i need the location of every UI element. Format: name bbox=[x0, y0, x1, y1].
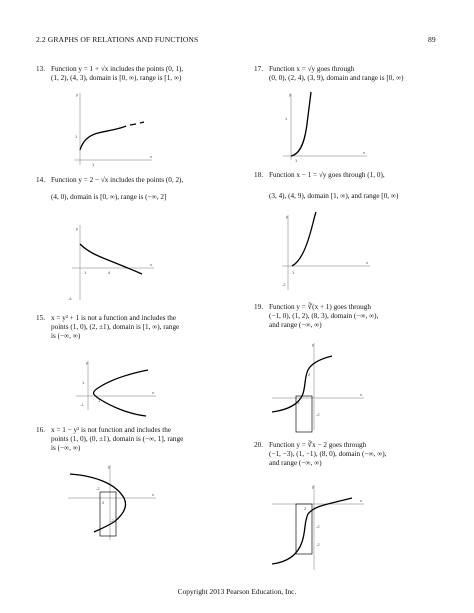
problem-text: and range (−∞, ∞) bbox=[269, 321, 322, 330]
problem-text: (−1, 0), (1, 2), (8, 3), domain (−∞, ∞), bbox=[269, 312, 379, 321]
tick-label: -2 bbox=[282, 282, 286, 287]
tick-label: 1 bbox=[292, 270, 295, 275]
axis-label: y bbox=[312, 342, 314, 347]
axis-label: x bbox=[152, 390, 154, 395]
problem-text: and range (−∞, ∞) bbox=[269, 459, 322, 468]
running-header: 2.2 GRAPHS OF RELATIONS AND FUNCTIONS bbox=[36, 35, 199, 44]
axis-label: x bbox=[150, 154, 152, 159]
axis-label: x bbox=[366, 260, 368, 265]
problem-text: x = 1 − y² is not function and includes the bbox=[51, 426, 172, 434]
axis-label: y bbox=[286, 214, 288, 219]
axis-label: y bbox=[312, 484, 314, 489]
tick-label: 2 bbox=[102, 500, 105, 505]
problem-text: is (−∞, ∞) bbox=[51, 332, 81, 341]
problem-number: 17. bbox=[254, 65, 263, 73]
problem-number: 19. bbox=[254, 303, 263, 311]
tick-label: 1 bbox=[75, 134, 78, 139]
tick-label: 2 bbox=[304, 506, 307, 511]
problem-text: is (−∞, ∞) bbox=[51, 444, 81, 453]
problem-text: (−1, −3), (1, −1), (8, 0), domain (−∞, ∞), bbox=[269, 450, 387, 459]
problem-number: 18. bbox=[254, 171, 263, 179]
tick-label: -2 bbox=[316, 524, 320, 529]
graph-18 bbox=[278, 212, 373, 292]
tick-label: -2 bbox=[316, 542, 320, 547]
tick-label: 1 bbox=[84, 270, 87, 275]
axis-label: y bbox=[76, 92, 78, 97]
problem-number: 14. bbox=[36, 176, 45, 184]
problem-text: points (1, 0), (2, ±1), domain is [1, ∞), range bbox=[51, 323, 180, 332]
axis-label: y bbox=[76, 226, 78, 231]
graph-19 bbox=[268, 340, 368, 434]
graph-17 bbox=[275, 90, 370, 166]
problem-number: 16. bbox=[36, 426, 45, 434]
tick-label: -4 bbox=[68, 296, 72, 301]
axis-label: x bbox=[363, 150, 365, 155]
axis-label: x bbox=[360, 392, 362, 397]
graph-16 bbox=[60, 462, 160, 542]
tick-label: -2 bbox=[316, 412, 320, 417]
tick-label: -2 bbox=[110, 518, 114, 523]
problem-text: points (1, 0), (0, ±1), domain is (−∞, 1], range bbox=[51, 435, 184, 444]
axis-label: y bbox=[108, 464, 110, 469]
axis-label: y bbox=[86, 360, 88, 365]
problem-text: Function y = 1 + √x includes the points (0, 1), bbox=[51, 65, 184, 73]
problem-text: x = y² + 1 is not a function and includes the bbox=[51, 314, 177, 322]
problem-number: 13. bbox=[36, 65, 45, 73]
tick-label: -2 bbox=[296, 400, 300, 405]
problem-number: 20. bbox=[254, 441, 263, 449]
tick-label: 1 bbox=[285, 116, 288, 121]
graph-20 bbox=[268, 482, 368, 572]
copyright-footer: Copyright 2013 Pearson Education, Inc. bbox=[177, 587, 297, 596]
problem-text: Function x − 1 = √y goes through (1, 0), bbox=[269, 171, 385, 179]
problem-text: Function y = ∛x − 2 goes through bbox=[269, 441, 367, 449]
problem-text: Function x = √y goes through bbox=[269, 65, 355, 73]
tick-label: 1 bbox=[295, 158, 298, 163]
axis-label: x bbox=[150, 262, 152, 267]
tick-label: 2 bbox=[308, 372, 311, 377]
page-number: 89 bbox=[428, 35, 436, 44]
graph-14 bbox=[58, 222, 158, 302]
tick-label: -2 bbox=[96, 486, 100, 491]
axis-label: x bbox=[360, 498, 362, 503]
problem-text: Function y = ∛(x + 1) goes through bbox=[269, 303, 371, 311]
tick-label: 4 bbox=[108, 270, 111, 275]
problem-text: (4, 0), domain is [0, ∞), range is (−∞, 2] bbox=[51, 193, 167, 202]
tick-label: -1 bbox=[80, 402, 84, 407]
problem-text: (3, 4), (4, 9), domain [1, ∞), and range [0, ∞) bbox=[269, 192, 399, 201]
tick-label: 1 bbox=[82, 380, 85, 385]
problem-number: 15. bbox=[36, 314, 45, 322]
graph-15 bbox=[58, 358, 158, 413]
graph-13 bbox=[60, 90, 155, 170]
problem-text: (0, 0), (2, 4), (3, 9), domain and range is [0, ∞) bbox=[269, 74, 404, 83]
problem-text: Function y = 2 − √x includes the points (0, 2), bbox=[51, 176, 184, 184]
axis-label: x bbox=[152, 492, 154, 497]
tick-label: 1 bbox=[92, 162, 95, 167]
tick-label: 1 bbox=[98, 398, 101, 403]
axis-label: y bbox=[289, 92, 291, 97]
problem-text: (1, 2), (4, 3), domain is [0, ∞), range is [1, ∞) bbox=[51, 74, 182, 83]
